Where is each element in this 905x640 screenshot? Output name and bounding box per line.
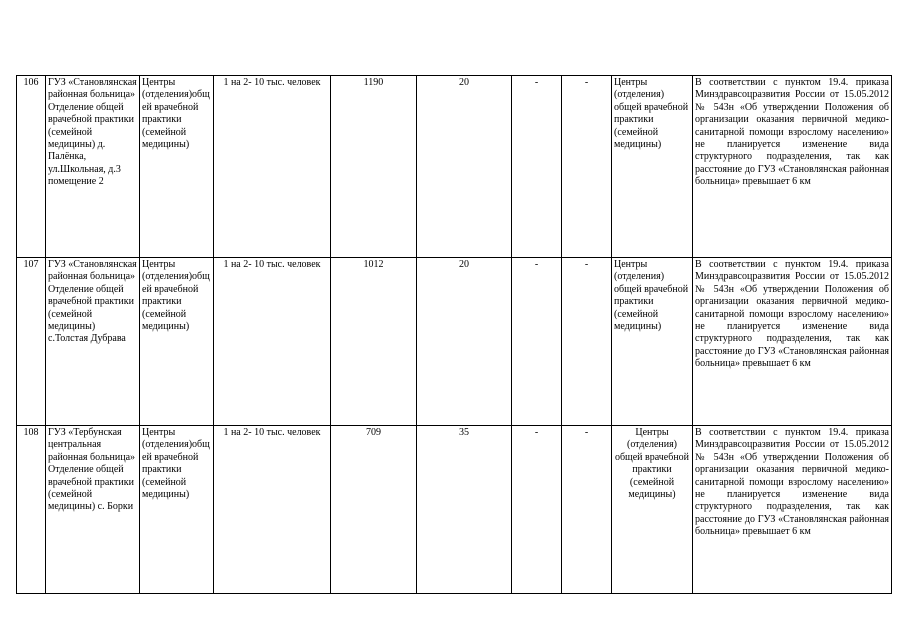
facility-table [16, 75, 892, 594]
dash-cell: - [562, 426, 612, 594]
note-cell: В соответствии с пунктом 19.4. приказа Минздравсоцразвития России от 15.05.2012 № 543н «Об утверждении Положения об организации оказания первичной медико-санитарной помощи взрослому населению» не планируется изменение вида структурного подразделения, так как расстояние до ГУЗ «Становлянская районная больница» превышает 6 км [693, 426, 892, 594]
row-number: 106 [17, 76, 46, 258]
note-cell: В соответствии с пунктом 19.4. приказа Минздравсоцразвития России от 15.05.2012 № 543н «Об утверждении Положения об организации оказания первичной медико-санитарной помощи взрослому населению» не планируется изменение вида структурного подразделения, так как расстояние до ГУЗ «Становлянская районная больница» превышает 6 км [693, 258, 892, 426]
facility-type: Центры (отделения)общей врачебной практики (семейной медицины) [140, 76, 214, 258]
distance-cell: 20 [417, 76, 512, 258]
planned-type-cell: Центры (отделения) общей врачебной практики (семейной медицины) [612, 258, 693, 426]
norm-cell: 1 на 2- 10 тыс. человек [214, 426, 331, 594]
note-cell: В соответствии с пунктом 19.4. приказа Минздравсоцразвития России от 15.05.2012 № 543н «Об утверждении Положения об организации оказания первичной медико-санитарной помощи взрослому населению» не планируется изменение вида структурного подразделения, так как расстояние до ГУЗ «Становлянская районная больница» превышает 6 км [693, 76, 892, 258]
norm-cell: 1 на 2- 10 тыс. человек [214, 76, 331, 258]
facility-type: Центры (отделения)общей врачебной практики (семейной медицины) [140, 426, 214, 594]
distance-cell: 35 [417, 426, 512, 594]
row-number: 108 [17, 426, 46, 594]
table-row [17, 426, 892, 594]
planned-type-cell: Центры (отделения) общей врачебной практики (семейной медицины) [612, 76, 693, 258]
dash-cell: - [512, 76, 562, 258]
table-row [17, 258, 892, 426]
facility-name: ГУЗ «Тербунская центральная районная больница» Отделение общей врачебной практики (семейной медицины) с. Борки [46, 426, 140, 594]
population-cell: 1190 [331, 76, 417, 258]
facility-name: ГУЗ «Становлянская районная больница» Отделение общей врачебной практики (семейной медицины) д. Палёнка, ул.Школьная, д.3 помещение 2 [46, 76, 140, 258]
dash-cell: - [562, 76, 612, 258]
row-number: 107 [17, 258, 46, 426]
norm-cell: 1 на 2- 10 тыс. человек [214, 258, 331, 426]
facility-type: Центры (отделения)общей врачебной практики (семейной медицины) [140, 258, 214, 426]
dash-cell: - [512, 258, 562, 426]
facility-name: ГУЗ «Становлянская районная больница» Отделение общей врачебной практики (семейной медицины) с.Толстая Дубрава [46, 258, 140, 426]
dash-cell: - [562, 258, 612, 426]
distance-cell: 20 [417, 258, 512, 426]
dash-cell: - [512, 426, 562, 594]
population-cell: 709 [331, 426, 417, 594]
table-row [17, 76, 892, 258]
planned-type-cell: Центры (отделения) общей врачебной практики (семейной медицины) [612, 426, 693, 594]
population-cell: 1012 [331, 258, 417, 426]
